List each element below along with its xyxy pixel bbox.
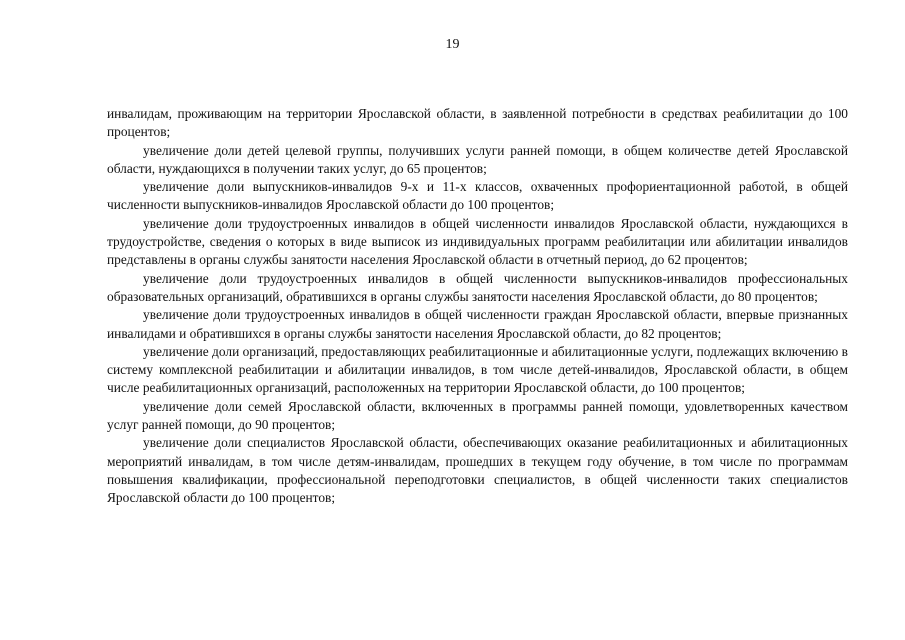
paragraph-employed-disabled-share: увеличение доли трудоустроенных инвалидов в общей численности инвалидов Ярославской области, нуждающихся в трудоустройстве, сведения о которых в виде выписок из индивидуальных программ реабилитации или абилитации инвалидов представлены в органы службы занятости населения Ярославской области в отчетный период, до 62 процентов; [107, 215, 848, 268]
paragraph-continuation: инвалидам, проживающим на территории Ярославской области, в заявленной потребности в средствах реабилитации до 100 процентов; [107, 106, 848, 140]
paragraph-early-intervention-children: увеличение доли детей целевой группы, получивших услуги ранней помощи, в общем количестве детей Ярославской области, нуждающихся в получении таких услуг, до 65 процентов; [107, 142, 848, 176]
paragraph-employed-graduates: увеличение доли трудоустроенных инвалидов в общей численности выпускников-инвалидов профессиональных образовательных организаций, обратившихся в органы службы занятости населения Ярославской области, до 80 процентов; [107, 270, 848, 304]
paragraph-career-guidance-graduates: увеличение доли выпускников-инвалидов 9-х и 11-х классов, охваченных профориентационной работой, в общей численности выпускников-инвалидов Ярославской области до 100 процентов; [107, 179, 848, 213]
paragraph-family-satisfaction: увеличение доли семей Ярославской области, включенных в программы ранней помощи, удовлетворенных качеством услуг ранней помощи, до 90 процентов; [107, 398, 848, 433]
paragraph-newly-recognized-employed: увеличение доли трудоустроенных инвалидов в общей численности граждан Ярославской области, впервые признанных инвалидами и обратившихся в органы службы занятости населения Ярославской области, до 82 процентов; [107, 307, 848, 341]
paragraph-rehabilitation-organizations: увеличение доли организаций, предоставляющих реабилитационные и абилитационные услуги, подлежащих включению в систему комплексной реабилитации и абилитации инвалидов, в том числе детей-инвалидов, Ярославской области, в общем числе реабилитационных организаций, расположенных на территории Ярославской области, до 100 процентов; [107, 343, 848, 396]
paragraph-specialist-training: увеличение доли специалистов Ярославской области, обеспечивающих оказание реабилитационных и абилитационных мероприятий инвалидам, в том числе детям-инвалидам, прошедших в текущем году обучение, в том числе по программам повышения квалификации, профессиональной переподготовки специалистов, в общей численности таких специалистов Ярославской области до 100 процентов; [107, 435, 848, 506]
page-number: 19 [445, 37, 460, 52]
document-body [107, 105, 848, 508]
